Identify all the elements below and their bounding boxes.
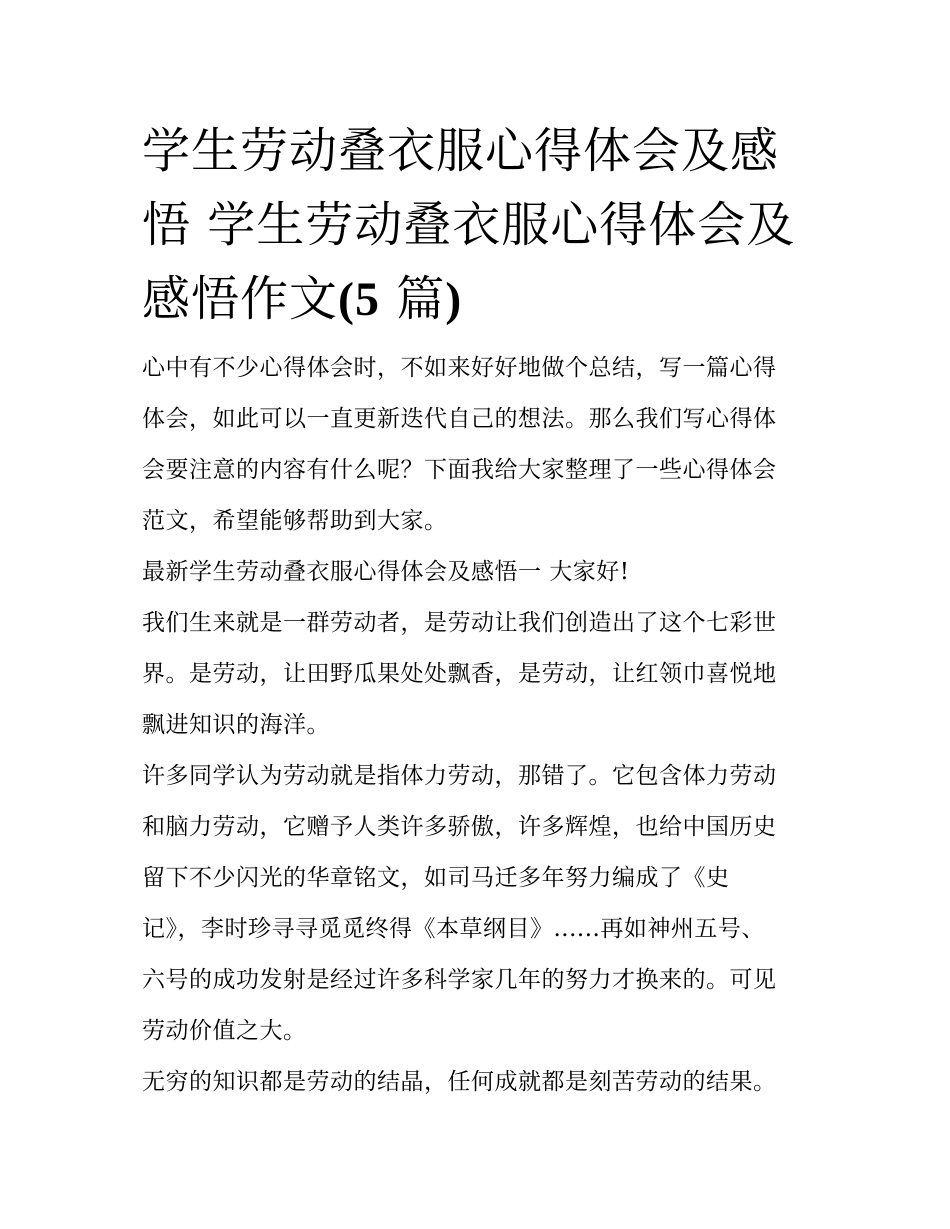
- text-line: 范文，希望能够帮助到大家。: [142, 508, 448, 534]
- title-paren-open: (5: [338, 273, 380, 326]
- title-line-2: 悟 学生劳动叠衣服心得体会及: [142, 197, 796, 253]
- paragraph-knowledge: [142, 1057, 814, 1108]
- paragraph-section-heading: [142, 547, 814, 598]
- title-line-1: 学生劳动叠衣服心得体会及感: [142, 123, 780, 179]
- text-line: 记》，李时珍寻寻觅觅终得《本草纲目》......再如神州五号、: [142, 916, 765, 942]
- text-line: 会要注意的内容有什么呢？下面我给大家整理了一些心得体会: [142, 457, 777, 483]
- title-count-word: 篇: [380, 271, 446, 327]
- text-line: 我们生来就是一群劳动者，是劳动让我们创造出了这个七彩世: [142, 610, 777, 636]
- text-line: 无穷的知识都是劳动的结晶，任何成就都是刻苦劳动的结果。: [142, 1069, 777, 1095]
- text-line: 心中有不少心得体会时，不如来好好地做个总结，写一篇心得: [142, 355, 777, 381]
- document-body: [142, 343, 814, 1108]
- text-line: 留下不少闪光的华章铭文，如司马迁多年努力编成了《史: [142, 865, 730, 891]
- text-line: 和脑力劳动，它赠予人类许多骄傲，许多辉煌，也给中国历史: [142, 814, 777, 840]
- text-line: 体会，如此可以一直更新迭代自己的想法。那么我们写心得体: [142, 406, 777, 432]
- document-content: [142, 114, 814, 1108]
- title-paren-close: ): [445, 273, 463, 326]
- text-line: 界。是劳动，让田野瓜果处处飘香，是劳动，让红领巾喜悦地: [142, 661, 777, 687]
- paragraph-labor-world: [142, 598, 814, 751]
- text-line: 飘进知识的海洋。: [142, 712, 330, 738]
- text-line: 劳动价值之大。: [142, 1018, 307, 1044]
- title-line-3-text: 感悟作文: [142, 271, 339, 327]
- paragraph-intro: [142, 343, 814, 547]
- text-line: 六号的成功发射是经过许多科学家几年的努力才换来的。可见: [142, 967, 777, 993]
- paragraph-labor-types: [142, 751, 814, 1057]
- text-line: 许多同学认为劳动就是指体力劳动，那错了。它包含体力劳动: [142, 763, 777, 789]
- document-title: [142, 114, 814, 337]
- text-line: 最新学生劳动叠衣服心得体会及感悟一 大家好!: [142, 559, 630, 585]
- title-line-3: [142, 262, 814, 337]
